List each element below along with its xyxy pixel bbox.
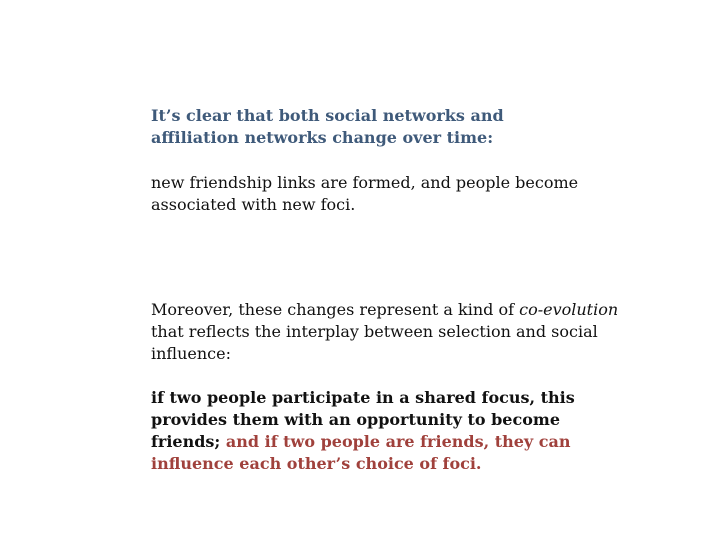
selection-statement: if two people participate in a shared focus, this provides them with an opportunity to become friends; bbox=[151, 388, 575, 451]
heading-line-2: affiliation networks change over time: bbox=[151, 128, 494, 147]
slide-heading bbox=[151, 105, 621, 149]
paragraph-2-text-after: that reflects the interplay between selection and social influence: bbox=[151, 322, 598, 363]
paragraph-friendship-links bbox=[151, 172, 621, 216]
paragraph-1-line-1: new friendship links are formed, and people become bbox=[151, 173, 579, 192]
heading-line-1: It’s clear that both social networks and bbox=[151, 106, 504, 125]
paragraph-co-evolution bbox=[151, 299, 621, 365]
paragraph-2-text-before: Moreover, these changes represent a kind of bbox=[151, 300, 520, 319]
paragraph-1-line-2: associated with new foci. bbox=[151, 195, 356, 214]
influence-statement: and if two people are friends, they can influence each other’s choice of foci. bbox=[151, 432, 571, 473]
co-evolution-term: co-evolution bbox=[519, 300, 619, 319]
paragraph-selection-influence bbox=[151, 387, 621, 475]
